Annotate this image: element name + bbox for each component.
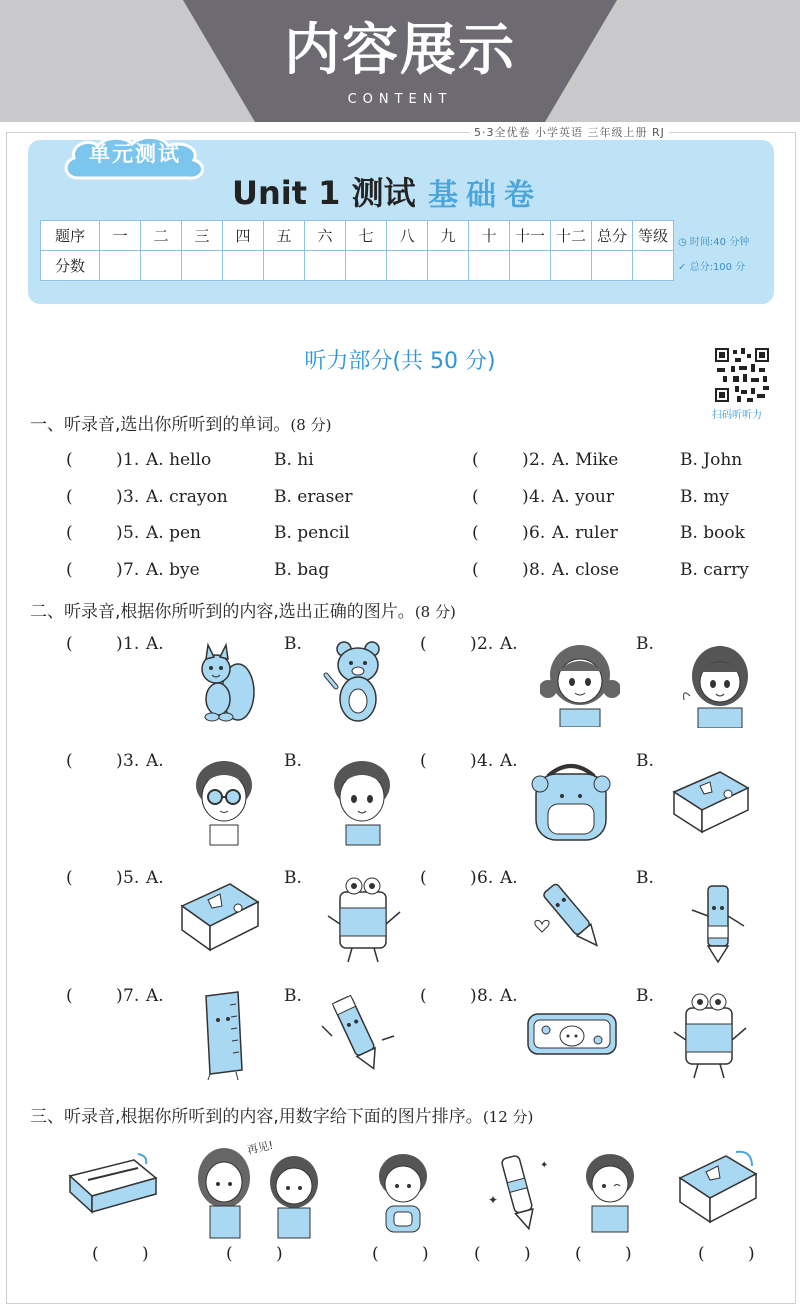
score-header-cell: 等级 [633,221,674,251]
girl-a-picture [540,637,620,727]
q1-item-number: 6. [529,523,546,543]
boy-waving-picture [574,1148,644,1234]
score-header-cell: 一 [100,221,141,251]
boy-with-bag-picture [370,1148,436,1236]
q2-item-number: 8. [477,986,494,1006]
q1-item-number: 8. [529,560,546,580]
score-input-cell[interactable] [551,251,592,281]
q2-paren-open: ( [420,751,427,771]
eraser-picture-2 [672,988,750,1082]
q1-option-b: B. carry [680,560,749,580]
bye-bubble: 再见! [245,1138,275,1157]
pencil-picture-2 [320,990,396,1080]
q3-title-text: 三、听录音,根据你所听到的内容,用数字给下面的图片排序。 [30,1107,483,1127]
q2-option-a: A. [500,868,518,888]
q2-paren-open: ( [420,634,427,654]
q2-answer-blank[interactable] [430,986,468,1008]
q2-answer-blank[interactable] [430,634,468,656]
q1-paren-close: ) [116,450,123,470]
qr-label: 扫码听听力 [712,410,762,421]
q1-paren-open: ( [66,523,73,543]
q2-option-a: A. [500,751,518,771]
open-pencil-box-picture [64,1150,160,1214]
q1-paren-open: ( [66,450,73,470]
eraser-picture [326,872,404,966]
q1-answer-blank[interactable] [482,450,520,472]
q2-item-number: 5. [123,868,140,888]
q2-option-b: B. [284,634,302,654]
score-header-cell: 十一 [510,221,551,251]
score-header-row [41,221,674,251]
q3-points: (12 分) [482,1108,534,1126]
check-icon: ✓ [678,262,687,273]
q2-paren-open: ( [66,634,73,654]
q1-option-a: A. pen [146,523,201,543]
q2-item-number: 2. [477,634,494,654]
q1-option-a: A. Mike [552,450,619,470]
q3-paren-open: ( [226,1244,233,1264]
score-input-cell[interactable] [428,251,469,281]
boy-glasses-picture [188,755,260,847]
score-header-cell: 二 [141,221,182,251]
q2-option-b: B. [284,868,302,888]
book-picture-2 [178,878,262,954]
score-input-cell[interactable] [633,251,674,281]
q3-title [30,1102,533,1127]
q3-paren-close: ) [625,1244,632,1264]
squirrel-picture [188,637,258,727]
q1-item-number: 2. [529,450,546,470]
time-info [678,233,749,248]
q2-answer-blank[interactable] [430,751,468,773]
q1-option-a: A. your [552,487,614,507]
q1-option-a: A. ruler [552,523,618,543]
q1-paren-close: ) [116,560,123,580]
q3-answer-blank[interactable] [102,1244,138,1266]
q1-item-number: 5. [123,523,140,543]
q1-paren-close: ) [116,523,123,543]
score-header-cell: 九 [428,221,469,251]
q2-item-number: 3. [123,751,140,771]
q3-answer-blank[interactable] [585,1244,621,1266]
score-header-cell: 六 [305,221,346,251]
q2-option-b: B. [284,986,302,1006]
q3-answer-blank[interactable] [382,1244,418,1266]
q3-paren-open: ( [92,1244,99,1264]
score-input-cell[interactable] [346,251,387,281]
q1-answer-blank[interactable] [482,560,520,582]
q1-option-b: B. book [680,523,745,543]
score-input-cell[interactable] [592,251,633,281]
q2-title [30,597,456,622]
q2-item-number: 4. [477,751,494,771]
clock-icon: ◷ [678,237,687,248]
book-picture-3 [676,1148,760,1228]
q2-option-a: A. [146,868,164,888]
q1-item-number: 7. [123,560,140,580]
q1-option-b: B. John [680,450,743,470]
bear-picture [322,637,394,727]
q3-paren-close: ) [748,1244,755,1264]
q1-paren-close: ) [522,560,529,580]
q1-option-b: B. hi [274,450,314,470]
q1-paren-close: ) [522,523,529,543]
q1-answer-blank[interactable] [76,560,114,582]
q1-paren-close: ) [522,450,529,470]
q1-option-b: B. pencil [274,523,350,543]
score-header-cell: 八 [387,221,428,251]
q3-answer-blank[interactable] [484,1244,520,1266]
q1-option-b: B. bag [274,560,330,580]
q2-paren-close: ) [116,634,123,654]
score-header-cell: 十二 [551,221,592,251]
score-input-cell[interactable] [305,251,346,281]
q1-option-a: A. close [552,560,620,580]
time-text: 时间:40 分钟 [689,237,750,248]
q2-option-a: A. [146,986,164,1006]
score-header-cell: 三 [182,221,223,251]
score-header-cell: 四 [223,221,264,251]
schoolbag-picture [528,760,614,844]
q2-paren-close: ) [116,751,123,771]
q1-paren-close: ) [522,487,529,507]
q2-option-a: A. [500,634,518,654]
sparkle-icon-2: ✦ [540,1160,549,1171]
sparkle-icon: ✦ [488,1193,499,1207]
pencil-picture [688,876,748,966]
pen-picture-2 [484,1150,554,1234]
score-input-cell[interactable] [182,251,223,281]
q2-option-a: A. [146,751,164,771]
q1-paren-open: ( [66,487,73,507]
q1-answer-blank[interactable] [76,487,114,509]
q3-paren-close: ) [524,1244,531,1264]
content-banner [0,0,800,122]
q2-title-text: 二、听录音,根据你所听到的内容,选出正确的图片。 [30,602,415,622]
score-value-row [41,251,674,281]
score-label-cell: 分数 [41,251,100,281]
q1-title-text: 一、听录音,选出你所听到的单词。 [30,415,291,435]
pencil-box-picture [524,1006,620,1062]
q2-item-number: 7. [123,986,140,1006]
q2-points: (8 分) [414,603,456,621]
total-text: 总分:100 分 [689,262,746,273]
q3-paren-close: ) [422,1244,429,1264]
q1-answer-blank[interactable] [482,487,520,509]
score-input-cell[interactable] [100,251,141,281]
pen-picture [530,874,616,960]
q1-paren-open: ( [472,450,479,470]
q2-answer-blank[interactable] [76,986,114,1008]
q3-paren-close: ) [276,1244,283,1264]
q2-answer-blank[interactable] [76,634,114,656]
q2-option-b: B. [636,868,654,888]
score-header-cell: 五 [264,221,305,251]
q2-answer-blank[interactable] [76,868,114,890]
unit-title: Unit 1 测试 [232,174,416,212]
boy-picture [326,755,398,847]
score-table [40,220,674,281]
q1-answer-blank[interactable] [76,450,114,472]
section-title: 听力部分(共 50 分) [304,349,496,374]
q2-paren-open: ( [66,868,73,888]
q1-answer-blank[interactable] [76,523,114,545]
score-input-cell[interactable] [469,251,510,281]
q2-option-b: B. [284,751,302,771]
q3-paren-open: ( [372,1244,379,1264]
q2-option-b: B. [636,751,654,771]
q2-item-number: 1. [123,634,140,654]
q1-item-number: 1. [123,450,140,470]
q1-option-a: A. bye [146,560,200,580]
ruler-picture [196,990,252,1082]
q3-paren-open: ( [698,1244,705,1264]
q2-answer-blank[interactable] [430,868,468,890]
q2-paren-close: ) [470,634,477,654]
total-info [678,258,745,273]
q1-option-a: A. crayon [146,487,228,507]
q1-points: (8 分) [290,416,332,434]
score-input-cell[interactable] [141,251,182,281]
q3-paren-open: ( [474,1244,481,1264]
score-header-cell: 总分 [592,221,633,251]
q1-paren-open: ( [472,487,479,507]
q2-item-number: 6. [477,868,494,888]
book-picture [670,768,750,836]
book-note: 5·3全优卷 小学英语 三年级上册 RJ [470,124,669,140]
q3-answer-blank[interactable] [236,1244,272,1266]
q3-paren-close: ) [142,1244,149,1264]
unit-tag: 单元测试 [89,142,181,166]
banner-title: 内容展示 [284,18,516,83]
q2-paren-close: ) [116,868,123,888]
q2-paren-open: ( [66,986,73,1006]
score-input-cell[interactable] [264,251,305,281]
score-input-cell[interactable] [510,251,551,281]
q2-option-b: B. [636,634,654,654]
q3-paren-open: ( [575,1244,582,1264]
q1-item-number: 3. [123,487,140,507]
unit-subtitle: 基础卷 [428,178,542,213]
q1-option-b: B. my [680,487,730,507]
q2-paren-close: ) [470,868,477,888]
q1-item-number: 4. [529,487,546,507]
q2-option-a: A. [146,634,164,654]
q1-option-a: A. hello [146,450,212,470]
q1-paren-open: ( [472,523,479,543]
qr-code-icon[interactable] [713,346,771,404]
q2-paren-close: ) [116,986,123,1006]
score-input-cell[interactable] [387,251,428,281]
q2-paren-open: ( [66,751,73,771]
score-input-cell[interactable] [223,251,264,281]
q2-option-b: B. [636,986,654,1006]
q2-option-a: A. [500,986,518,1006]
banner-subtitle: CONTENT [347,92,453,107]
q2-paren-open: ( [420,868,427,888]
q1-paren-open: ( [66,560,73,580]
q1-option-b: B. eraser [274,487,353,507]
score-header-cell: 题序 [41,221,100,251]
girl-b-picture [680,640,760,728]
q1-title [30,410,331,435]
q2-paren-close: ) [470,751,477,771]
two-girls-picture [190,1138,330,1242]
score-header-cell: 十 [469,221,510,251]
q2-answer-blank[interactable] [76,751,114,773]
score-header-cell: 七 [346,221,387,251]
q1-answer-blank[interactable] [482,523,520,545]
q1-paren-close: ) [116,487,123,507]
q2-paren-close: ) [470,986,477,1006]
q1-paren-open: ( [472,560,479,580]
q3-answer-blank[interactable] [708,1244,744,1266]
q2-paren-open: ( [420,986,427,1006]
exam-paper [6,132,796,1304]
